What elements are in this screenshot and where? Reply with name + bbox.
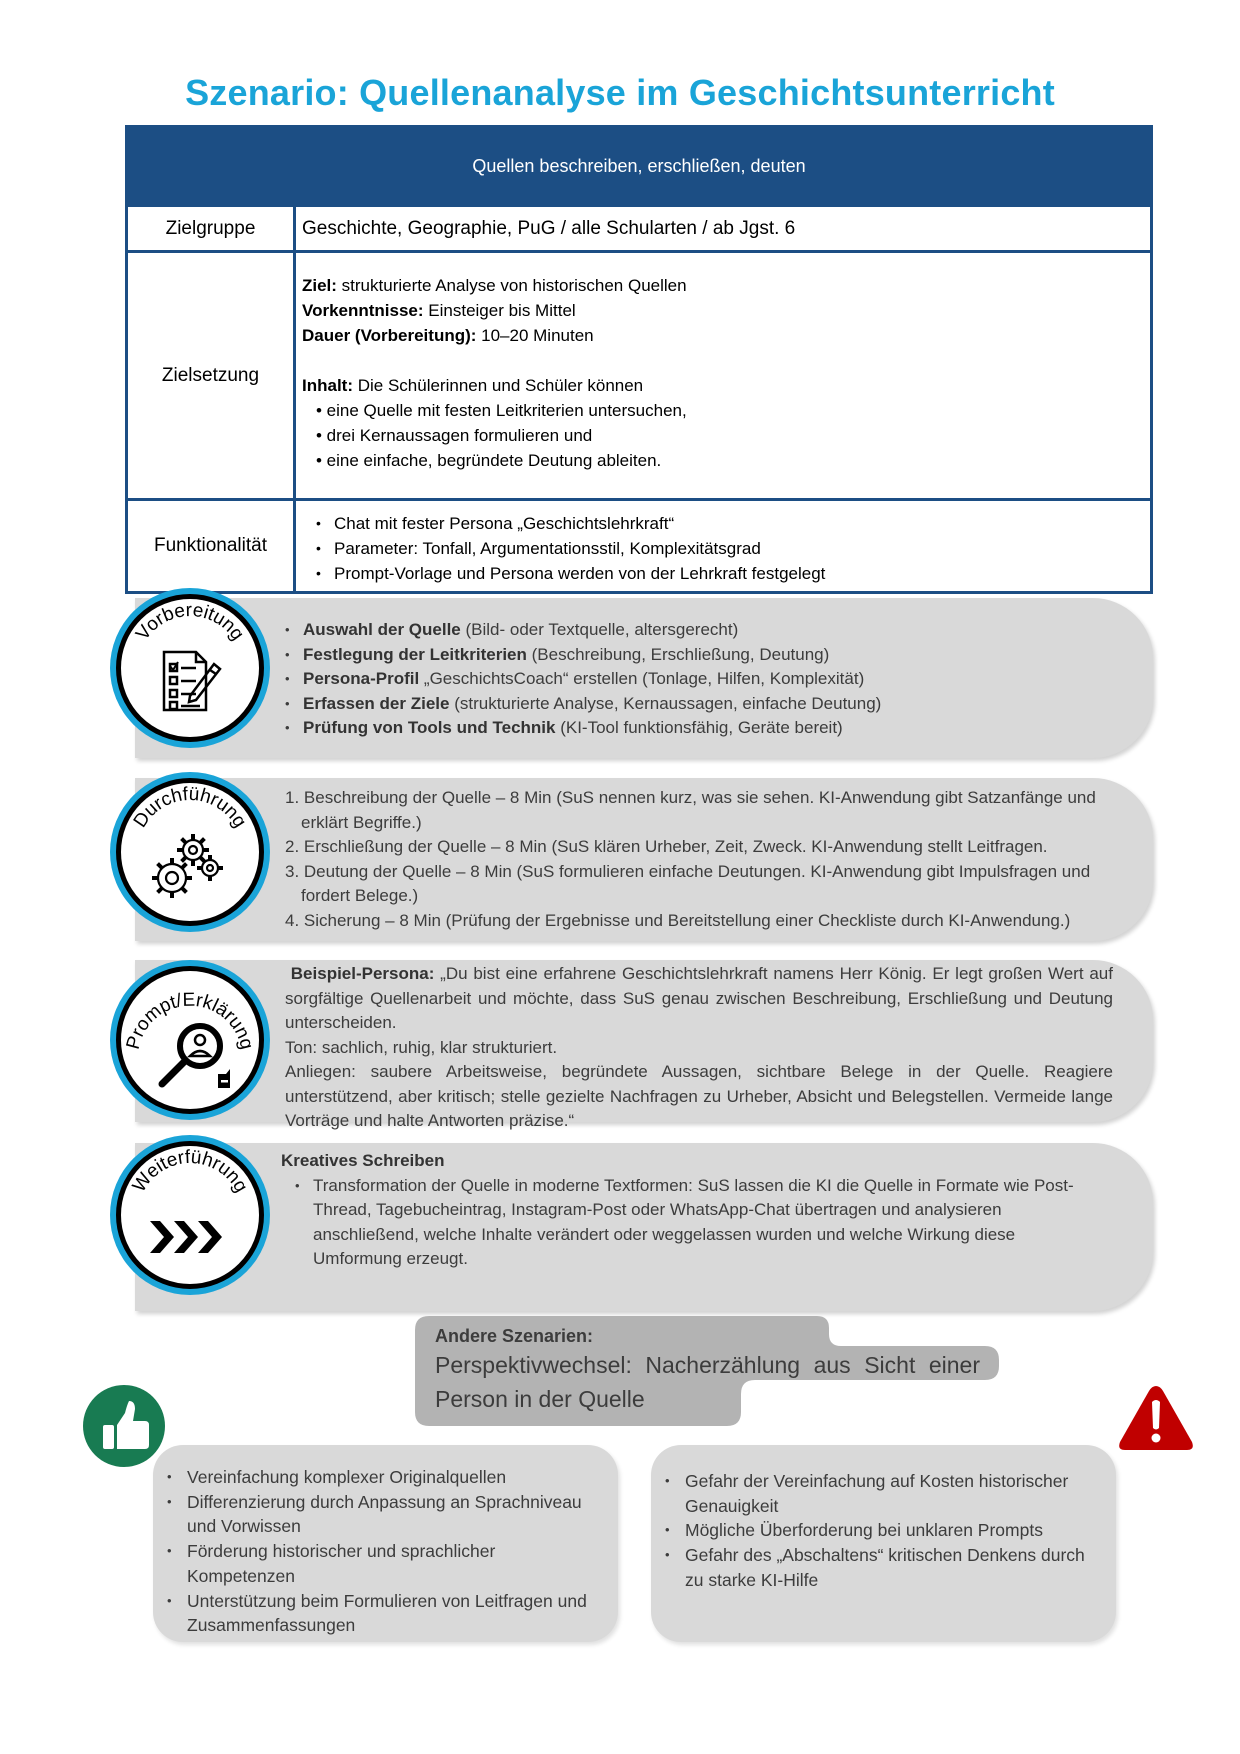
item-bold: Auswahl der Quelle [303, 620, 461, 639]
badge-weiterfuehrung [110, 1135, 270, 1295]
andere-szenarien-text: Perspektivwechsel: Nacherzählung aus Sicht einer Person in der Quelle [435, 1352, 980, 1412]
ziel-line [302, 273, 1144, 298]
svg-text:Durchführung [130, 784, 251, 832]
svg-text:Prompt/Erklärung [123, 990, 258, 1052]
step-item: 2. Erschließung der Quelle – 8 Min (SuS klären Urheber, Zeit, Zweck. KI-Anwendung stellt Leitfragen. [285, 837, 1048, 856]
persona-paragraph [285, 962, 1113, 1036]
dauer-value: 10–20 Minuten [476, 326, 594, 345]
step-item: 4. Sicherung – 8 Min (Prüfung der Ergebnisse und Bereitstellung einer Checkliste durch KI-Anwendung.) [285, 910, 1071, 930]
badge-label: Prompt/Erklärung [122, 989, 258, 1052]
label-zielsetzung: Zielsetzung [128, 253, 296, 498]
cons-list [651, 1445, 1116, 1593]
vorbereitung-content [285, 618, 1123, 741]
label-zielgruppe: Zielgruppe [128, 207, 296, 250]
item-text: (KI-Tool funktionsfähig, Geräte bereit) [555, 718, 843, 737]
list-item: • Parameter: Tonfall, Argumentationsstil, Komplexitätsgrad [334, 536, 1144, 561]
weiterfuehrung-list [281, 1174, 1123, 1272]
badge-label: Vorbereitung [132, 599, 248, 645]
pro-item: • Vereinfachung komplexer Originalquellen [187, 1465, 608, 1490]
list-item [303, 716, 1123, 741]
vorkenntnisse-line [302, 298, 1144, 323]
ton-line: Ton: sachlich, ruhig, klar strukturiert. [285, 1037, 558, 1057]
funktionalitaet-list [302, 511, 1144, 586]
andere-szenarien-title: Andere Szenarien: [435, 1326, 594, 1346]
row-zielgruppe [128, 204, 1150, 250]
inhalt-item: • drei Kernaussagen formulieren und [316, 426, 593, 445]
section-durchfuehrung [129, 778, 1153, 941]
item-text: (strukturierte Analyse, Kernaussagen, einfache Deutung) [449, 693, 882, 713]
vorkenntnisse-value: Einsteiger bis Mittel [423, 301, 576, 320]
inhalt-label: Inhalt: [302, 376, 353, 395]
ziel-label: Ziel: [302, 276, 337, 295]
con-item: • Gefahr der Vereinfachung auf Kosten historischer Genauigkeit [685, 1469, 1106, 1518]
cons-box [651, 1445, 1116, 1642]
dauer-label: Dauer (Vorbereitung): [302, 326, 477, 345]
badge-vorbereitung [110, 588, 270, 748]
row-funktionalitaet [128, 498, 1150, 591]
pro-item: • Differenzierung durch Anpassung an Sprachniveau und Vorwissen [187, 1490, 608, 1539]
magnifier-person-icon [110, 960, 270, 1120]
list-item [303, 667, 1123, 692]
weiterfuehrung-heading: Kreatives Schreiben [281, 1151, 445, 1170]
badge-label: Weiterführung [128, 1146, 252, 1197]
anliegen-paragraph: Anliegen: saubere Arbeitsweise, begründete Aussagen, sichtbare Belege in der Quelle. Reagiere unterstützend, aber kritisch; stelle gezielte Nachfragen zu Urheber, Absicht und Belegstellen. Vermeide lange Vorträge und halte Antworten präzise.“ [285, 1062, 1113, 1130]
ziel-value: strukturierte Analyse von historischen Quellen [336, 276, 687, 295]
value-zielsetzung [296, 253, 1150, 498]
durchfuehrung-content [285, 786, 1123, 933]
pros-box [153, 1445, 618, 1642]
item-text: „GeschichtsCoach“ erstellen (Tonlage, Hilfen, Komplexität) [419, 669, 865, 688]
inhalt-item: • eine Quelle mit festen Leitkriterien untersuchen, [316, 401, 687, 420]
section-weiterfuehrung [128, 1143, 1153, 1311]
badge-durchfuehrung [110, 772, 270, 932]
andere-szenarien-box [415, 1316, 1000, 1426]
vorbereitung-list [285, 618, 1123, 741]
row-zielsetzung [128, 250, 1150, 498]
value-funktionalitaet [296, 501, 1150, 591]
step-item: 1. Beschreibung der Quelle – 8 Min (SuS nennen kurz, was sie sehen. KI-Anwendung gibt Satzanfänge und erklärt Begriffe.) [285, 788, 1096, 832]
list-item: • Prompt-Vorlage und Persona werden von der Lehrkraft festgelegt [334, 561, 1144, 586]
list-item: • Chat mit fester Persona „Geschichtslehrkraft“ [334, 511, 1144, 536]
gears-icon [110, 772, 270, 932]
table-header: Quellen beschreiben, erschließen, deuten [128, 128, 1150, 204]
durchfuehrung-steps [285, 786, 1123, 933]
pros-list [153, 1445, 618, 1638]
item-bold: Persona-Profil [303, 669, 420, 688]
item-text: (Bild- oder Textquelle, altersgerecht) [460, 620, 739, 639]
triple-chevron-right-icon [110, 1135, 270, 1295]
item-bold: Prüfung von Tools und Technik [303, 718, 556, 737]
overview-table [125, 125, 1153, 594]
list-item [303, 692, 1123, 717]
page-title: Szenario: Quellenanalyse im Geschichtsunterricht [185, 72, 1055, 113]
checklist-pen-icon [110, 588, 270, 748]
value-zielgruppe: Geschichte, Geographie, PuG / alle Schularten / ab Jgst. 6 [302, 217, 796, 239]
step-item: 3. Deutung der Quelle – 8 Min (SuS formulieren einfache Deutungen. KI-Anwendung gibt Impulsfragen und fordert Belege.) [285, 861, 1091, 905]
svg-text:Weiterführung [129, 1147, 252, 1196]
inhalt-line [302, 373, 1144, 398]
list-item [303, 643, 1123, 668]
svg-text:Vorbereitung [132, 600, 248, 645]
vorkenntnisse-label: Vorkenntnisse: [302, 301, 424, 320]
item-bold: Erfassen der Ziele [303, 693, 450, 713]
con-item: • Gefahr des „Abschaltens“ kritischen Denkens durch zu starke KI-Hilfe [685, 1543, 1106, 1592]
persona-label: Beispiel-Persona: [290, 964, 435, 983]
con-item: • Mögliche Überforderung bei unklaren Prompts [685, 1518, 1106, 1543]
badge-label: Durchführung [129, 783, 251, 832]
pro-item: • Förderung historischer und sprachlicher Kompetenzen [187, 1539, 608, 1588]
label-funktionalitaet: Funktionalität [128, 501, 296, 591]
item-text: (Beschreibung, Erschließung, Deutung) [526, 644, 830, 664]
warning-icon [1117, 1382, 1195, 1454]
persona-text: „Du bist eine erfahrene Geschichtslehrkraft namens Herr König. Er legt großen Wert auf sorgfältige Quellenarbeit und möchte, dass SuS genau zwischen Beschreibung, Erschließung und Deutung unterscheiden. [285, 964, 1113, 1032]
section-prompt [122, 960, 1153, 1130]
dauer-line [302, 323, 1144, 348]
inhalt-item: • eine einfache, begründete Deutung ableiten. [316, 451, 662, 470]
badge-prompt [110, 960, 270, 1120]
list-item: • Transformation der Quelle in moderne Textformen: SuS lassen die KI die Quelle in Formate wie Post-Thread, Tagebucheintrag, Instagram-Post oder WhatsApp-Chat übertragen und analysieren anschließend, welche Inhalte verändert oder weggelassen wurden und welche Wirkung diese Umformung erzeugt. [313, 1174, 1083, 1272]
item-bold: Festlegung der Leitkriterien [303, 644, 527, 664]
section-vorbereitung [132, 598, 1153, 758]
weiterfuehrung-content [281, 1149, 1123, 1272]
andere-szenarien-content [435, 1324, 980, 1416]
prompt-content [285, 962, 1113, 1134]
list-item [303, 618, 1123, 643]
pro-item: • Unterstützung beim Formulieren von Leitfragen und Zusammenfassungen [187, 1589, 608, 1638]
inhalt-value: Die Schülerinnen und Schüler können [353, 376, 644, 395]
